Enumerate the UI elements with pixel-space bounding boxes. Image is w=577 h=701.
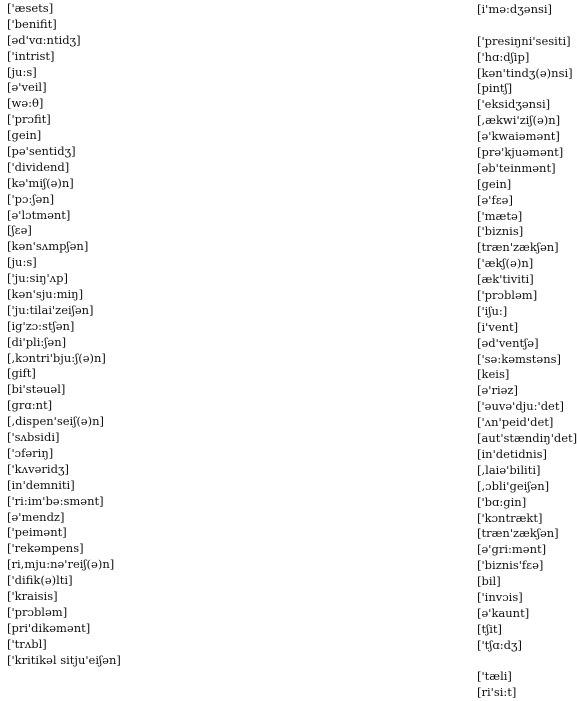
phonetic-transcription: [grɑ:nt] bbox=[7, 398, 53, 413]
phonetic-transcription: ['prɔbləm] bbox=[477, 288, 538, 303]
phonetic-transcription: [gein] bbox=[7, 128, 42, 143]
phonetic-transcription: [kən'tindʒ(ə)nsi] bbox=[477, 65, 573, 80]
phonetic-transcription: ['eksidʒənsi] bbox=[477, 97, 551, 112]
phonetic-transcription: [,laiə'biliti] bbox=[477, 462, 541, 477]
blank-line bbox=[477, 18, 577, 34]
phonetic-transcription: ['trʌbl] bbox=[7, 636, 47, 651]
phonetic-transcription: ['tʃɑ:dʒ] bbox=[477, 637, 522, 652]
right-phonetic-column bbox=[477, 2, 577, 701]
phonetic-transcription: ['ju:tilai'zeiʃən] bbox=[7, 302, 94, 317]
phonetic-transcription: ['hɑ:dʃip] bbox=[477, 49, 530, 64]
phonetic-transcription: [ʃεə] bbox=[7, 223, 32, 238]
phonetic-transcription: [pri'dikəmənt] bbox=[7, 620, 91, 635]
left-phonetic-column bbox=[7, 1, 121, 668]
phonetic-transcription: ['peimənt] bbox=[7, 525, 67, 540]
phonetic-transcription: ['tæli] bbox=[477, 669, 512, 684]
phonetic-transcription: [keis] bbox=[477, 367, 510, 382]
phonetic-transcription: [,dispen'seiʃ(ə)n] bbox=[7, 414, 104, 429]
phonetic-transcription: ['kritikəl sitju'eiʃən] bbox=[7, 652, 121, 667]
phonetic-transcription: [ə'kwaiəmənt] bbox=[477, 129, 560, 144]
phonetic-transcription: ['ɔfəriŋ] bbox=[7, 445, 54, 460]
phonetic-transcription: ['ʌn'peid'det] bbox=[477, 415, 554, 430]
phonetic-transcription: ['kʌvəridʒ] bbox=[7, 461, 69, 476]
phonetic-transcription: [ə'gri:mənt] bbox=[477, 542, 547, 557]
phonetic-transcription: [ə'riəz] bbox=[477, 383, 518, 398]
phonetic-transcription: [tʃit] bbox=[477, 621, 503, 636]
phonetic-transcription: ['kɔntrækt] bbox=[477, 510, 543, 525]
phonetic-transcription: [in'detidnis] bbox=[477, 446, 548, 461]
phonetic-transcription: [ju:s] bbox=[7, 255, 37, 270]
phonetic-transcription: [ə'mendz] bbox=[7, 509, 65, 524]
phonetic-transcription: ['presiŋni'sesiti] bbox=[477, 33, 571, 48]
phonetic-transcription: ['biznis] bbox=[477, 224, 524, 239]
phonetic-transcription: [ə'fεə] bbox=[477, 192, 513, 207]
phonetic-transcription: [æk'tiviti] bbox=[477, 272, 534, 287]
phonetic-transcription: [kən'sju:miŋ] bbox=[7, 287, 84, 302]
phonetic-transcription: [træn'zækʃən] bbox=[477, 240, 559, 255]
phonetic-transcription: [di'pli:ʃən] bbox=[7, 334, 67, 349]
phonetic-transcription: ['benifit] bbox=[7, 16, 57, 31]
phonetic-transcription: ['prɔbləm] bbox=[7, 604, 68, 619]
phonetic-transcription: ['mætə] bbox=[477, 208, 523, 223]
phonetic-transcription: [ig'zɔ:stʃən] bbox=[7, 318, 75, 333]
phonetic-transcription: [gift] bbox=[7, 366, 36, 381]
phonetic-transcription: [,ɔbli'geiʃən] bbox=[477, 478, 550, 493]
phonetic-transcription: [wə:θ] bbox=[7, 96, 44, 111]
phonetic-transcription: [bil] bbox=[477, 574, 501, 589]
phonetic-transcription: [aut'stændiŋ'det] bbox=[477, 431, 577, 446]
phonetic-transcription: ['kraisis] bbox=[7, 588, 58, 603]
phonetic-transcription: [,kɔntri'bju:ʃ(ə)n] bbox=[7, 350, 106, 365]
phonetic-transcription: [i'vent] bbox=[477, 319, 519, 334]
phonetic-transcription: [in'demniti] bbox=[7, 477, 75, 492]
phonetic-transcription: [pə'sentidʒ] bbox=[7, 144, 76, 159]
phonetic-transcription: [i'mə:dʒənsi] bbox=[477, 2, 553, 16]
phonetic-transcription: ['prɔfit] bbox=[7, 112, 51, 127]
phonetic-transcription: [kən'sʌmpʃən] bbox=[7, 239, 89, 254]
phonetic-transcription: ['difik(ə)lti] bbox=[7, 573, 73, 588]
phonetic-transcription: ['invɔis] bbox=[477, 589, 523, 604]
phonetic-transcription: ['iʃu:] bbox=[477, 303, 508, 318]
phonetic-transcription: [ə'veil] bbox=[7, 80, 47, 95]
phonetic-transcription: ['pɔ:ʃən] bbox=[7, 191, 55, 206]
phonetic-transcription: [,ækwi'ziʃ(ə)n] bbox=[477, 113, 561, 128]
phonetic-transcription: ['əuvə'dju:'det] bbox=[477, 399, 564, 414]
phonetic-transcription: [əd'vɑ:ntidʒ] bbox=[7, 32, 81, 47]
phonetic-transcription: ['bɑ:gin] bbox=[477, 494, 527, 509]
phonetic-transcription: [əd'ventʃə] bbox=[477, 335, 539, 350]
phonetic-transcription: ['sə:kəmstəns] bbox=[477, 351, 562, 366]
phonetic-transcription: [əb'teinmənt] bbox=[477, 160, 556, 175]
blank-line bbox=[477, 654, 577, 670]
phonetic-transcription: ['ri:im'bə:smənt] bbox=[7, 493, 104, 508]
phonetic-transcription: [prə'kjuəmənt] bbox=[477, 145, 564, 160]
phonetic-transcription: [pintʃ] bbox=[477, 81, 513, 96]
phonetic-transcription: [ə'kaunt] bbox=[477, 605, 530, 620]
phonetic-transcription: ['rekəmpens] bbox=[7, 541, 84, 556]
phonetic-transcription: [ri'si:t] bbox=[477, 685, 517, 700]
phonetic-transcription: [bi'stəuəl] bbox=[7, 382, 66, 397]
phonetic-transcription: ['æsets] bbox=[7, 1, 54, 15]
phonetic-transcription: ['ju:siŋ'ʌp] bbox=[7, 271, 68, 286]
phonetic-transcription: ['biznis'fεə] bbox=[477, 558, 544, 573]
phonetic-transcription: [ju:s] bbox=[7, 64, 37, 79]
phonetic-transcription: [træn'zækʃən] bbox=[477, 526, 559, 541]
phonetic-transcription: [ri,mju:nə'reiʃ(ə)n] bbox=[7, 557, 115, 572]
phonetic-transcription: [ə'lɔtmənt] bbox=[7, 207, 71, 222]
phonetic-transcription: ['ækʃ(ə)n] bbox=[477, 256, 534, 271]
phonetic-transcription: [gein] bbox=[477, 176, 512, 191]
phonetic-transcription: ['intrist] bbox=[7, 48, 55, 63]
phonetic-transcription: [kə'miʃ(ə)n] bbox=[7, 175, 74, 190]
phonetic-transcription: ['sʌbsidi] bbox=[7, 430, 60, 445]
phonetic-transcription: ['dividend] bbox=[7, 159, 70, 174]
